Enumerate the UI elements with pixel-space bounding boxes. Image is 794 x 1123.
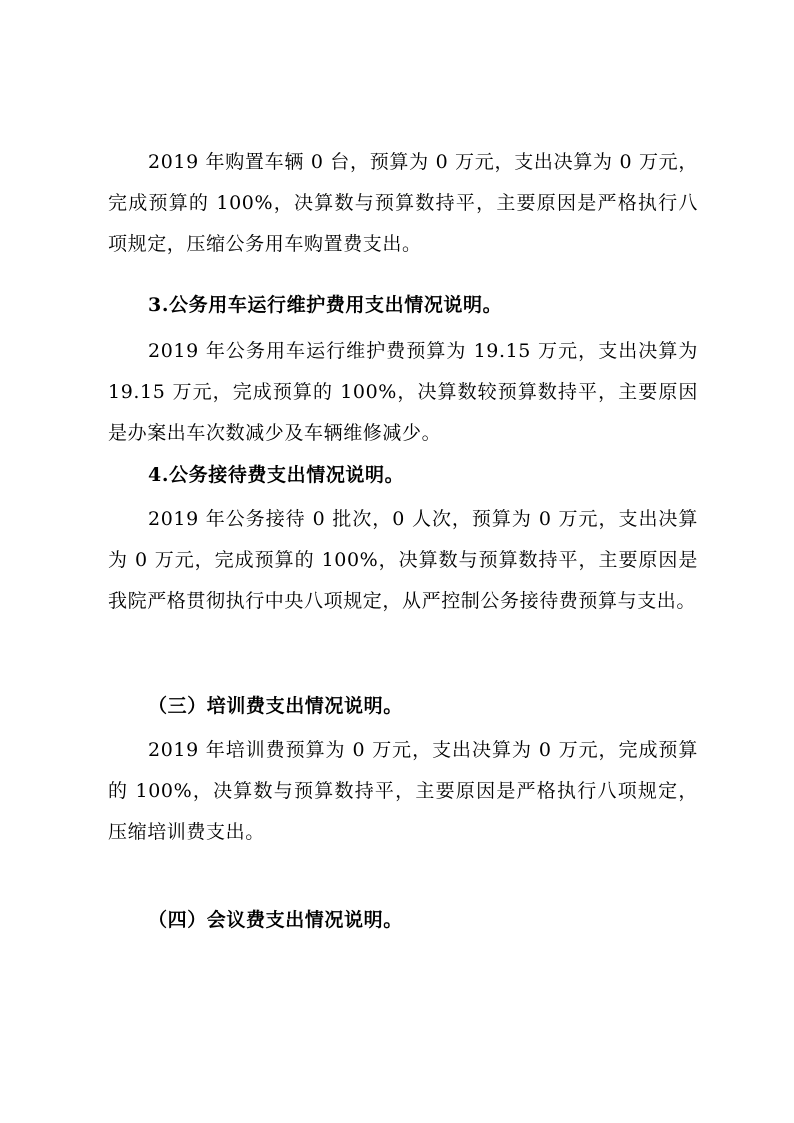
heading-reception: 4.公务接待费支出情况说明。 <box>148 464 405 486</box>
heading-training: （三）培训费支出情况说明。 <box>148 695 403 717</box>
paragraph-vehicle-maintenance: 2019 年公务用车运行维护费预算为 19.15 万元，支出决算为 19.15 万元，完成预算的 100%，决算数较预算数持平，主要原因是办案出车次数减少及车辆维修减少。 <box>108 340 698 444</box>
paragraph-vehicle-purchase: 2019 年购置车辆 0 台，预算为 0 万元，支出决算为 0 万元，完成预算的 100%，决算数与预算数持平，主要原因是严格执行八项规定，压缩公务用车购置费支出。 <box>108 151 698 255</box>
heading-meeting: （四）会议费支出情况说明。 <box>148 909 403 931</box>
paragraph-training: 2019 年培训费预算为 0 万元，支出决算为 0 万元，完成预算的 100%，决算数与预算数持平，主要原因是严格执行八项规定，压缩培训费支出。 <box>108 739 698 843</box>
heading-vehicle-maintenance: 3.公务用车运行维护费用支出情况说明。 <box>148 294 503 316</box>
paragraph-reception: 2019 年公务接待 0 批次，0 人次，预算为 0 万元，支出决算为 0 万元，完成预算的 100%，决算数与预算数持平，主要原因是我院严格贯彻执行中央八项规定，从严控制公务接待费预算与支出。 <box>108 508 698 612</box>
